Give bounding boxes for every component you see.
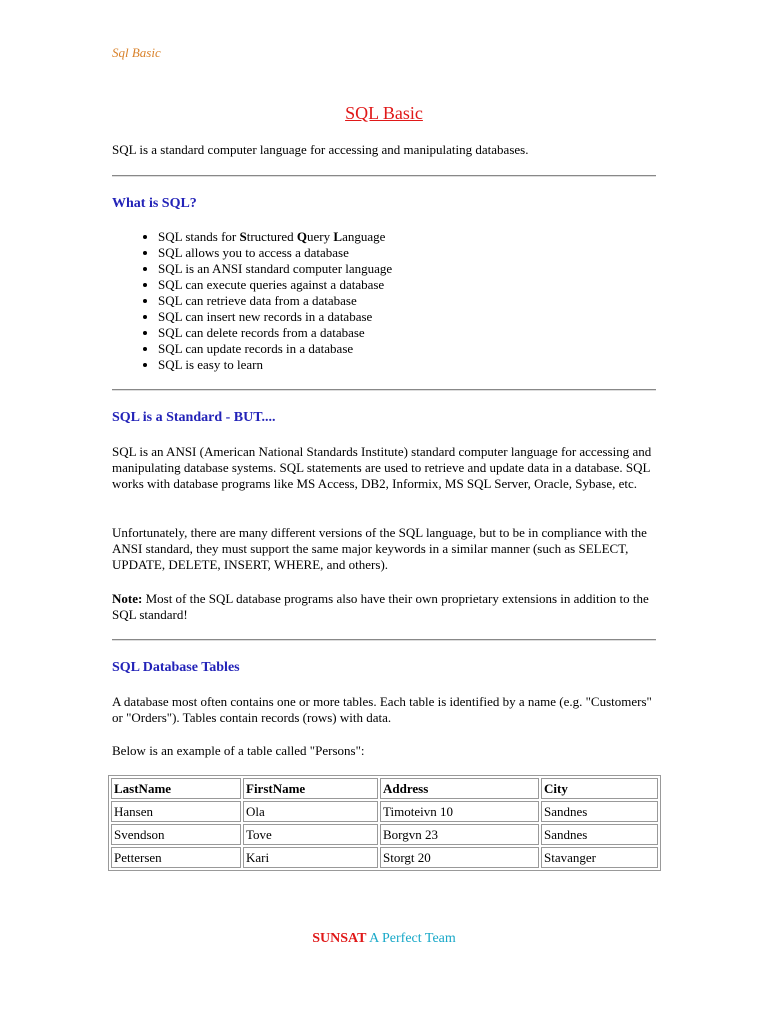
- section-heading-standard: SQL is a Standard - BUT....: [112, 410, 276, 425]
- divider: [112, 639, 656, 641]
- table-cell: Borgvn 23: [380, 824, 539, 845]
- page-footer: [0, 931, 768, 947]
- list-item: • SQL can execute queries against a database: [158, 277, 392, 293]
- divider: [112, 389, 656, 391]
- page-title: SQL Basic: [345, 103, 423, 123]
- list-item: • SQL can insert new records in a database: [158, 309, 392, 325]
- table-row: [111, 801, 658, 822]
- table-cell: Sandnes: [541, 801, 658, 822]
- standard-paragraph-1: SQL is an ANSI (American National Standards Institute) standard computer language for accessing and manipulating database systems. SQL statements are used to retrieve and update data in a database. SQL works with database programs like MS Access, DB2, Informix, MS SQL Server, Oracle, Sybase, etc.: [112, 444, 652, 491]
- note-label: Note:: [112, 591, 143, 606]
- list-item: • SQL can retrieve data from a database: [158, 293, 392, 309]
- list-item: • SQL is an ANSI standard computer language: [158, 261, 392, 277]
- note-paragraph: [112, 591, 656, 623]
- running-header: Sql Basic: [112, 45, 161, 60]
- what-is-sql-list: [112, 229, 392, 373]
- table-header-row: [111, 778, 658, 799]
- table-cell: Timoteivn 10: [380, 801, 539, 822]
- table-cell: Sandnes: [541, 824, 658, 845]
- section-heading-tables: SQL Database Tables: [112, 660, 240, 675]
- column-header-lastname: LastName: [111, 778, 241, 799]
- table-cell: Pettersen: [111, 847, 241, 868]
- table-cell: Hansen: [111, 801, 241, 822]
- standard-paragraph-2: Unfortunately, there are many different versions of the SQL language, but to be in compliance with the ANSI standard, they must support the same major keywords in a similar manner (such as SELECT, UPDATE, DELETE, INSERT, WHERE, and others).: [112, 525, 647, 572]
- column-header-firstname: FirstName: [243, 778, 378, 799]
- note-text: Most of the SQL database programs also have their own proprietary extensions in addition to the SQL standard!: [112, 591, 649, 622]
- footer-tagline: A Perfect Team: [369, 931, 456, 946]
- list-item: • SQL stands for Structured Query Language: [158, 229, 392, 245]
- table-cell: Svendson: [111, 824, 241, 845]
- tables-paragraph-2: Below is an example of a table called "Persons":: [112, 743, 365, 758]
- table-cell: Kari: [243, 847, 378, 868]
- section-heading-what-is-sql: What is SQL?: [112, 196, 197, 211]
- list-item: • SQL can delete records from a database: [158, 325, 392, 341]
- column-header-city: City: [541, 778, 658, 799]
- column-header-address: Address: [380, 778, 539, 799]
- intro-paragraph: SQL is a standard computer language for accessing and manipulating databases.: [112, 142, 529, 157]
- table-cell: Tove: [243, 824, 378, 845]
- table-cell: Ola: [243, 801, 378, 822]
- list-item: • SQL allows you to access a database: [158, 245, 392, 261]
- table-cell: Storgt 20: [380, 847, 539, 868]
- list-item: • SQL can update records in a database: [158, 341, 392, 357]
- table-row: [111, 847, 658, 868]
- divider: [112, 175, 656, 177]
- footer-brand: SUNSAT: [312, 931, 367, 946]
- list-item: • SQL is easy to learn: [158, 357, 392, 373]
- persons-table: [108, 775, 661, 871]
- table-row: [111, 824, 658, 845]
- table-cell: Stavanger: [541, 847, 658, 868]
- tables-paragraph-1: A database most often contains one or more tables. Each table is identified by a name (e.g. "Customers" or "Orders"). Tables contain records (rows) with data.: [112, 694, 652, 725]
